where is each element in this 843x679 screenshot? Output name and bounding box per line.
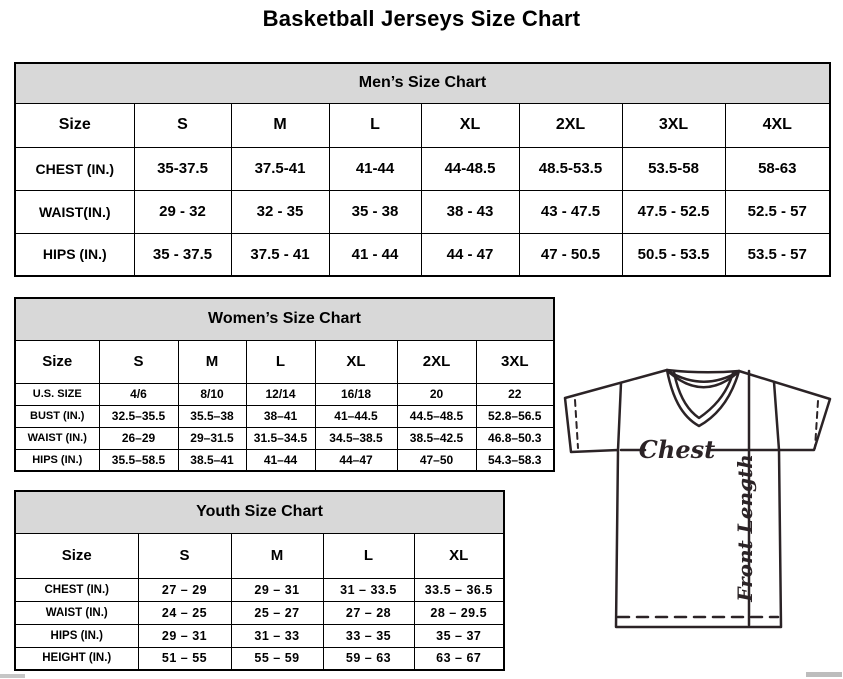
table-cell: 26–29 — [99, 427, 178, 449]
table-cell: 27 – 28 — [323, 601, 414, 624]
table-cell: 38.5–41 — [178, 449, 246, 471]
row-label: HIPS (IN.) — [15, 233, 134, 276]
page-title: Basketball Jerseys Size Chart — [262, 6, 581, 31]
table-cell: 29 – 31 — [138, 624, 231, 647]
table-row — [15, 624, 504, 647]
table-cell: 54.3–58.3 — [476, 449, 554, 471]
table-cell: 35 - 38 — [329, 190, 421, 233]
front-length-label: Front Length — [733, 454, 757, 602]
column-header: Size — [15, 103, 134, 147]
table-cell: 37.5 - 41 — [231, 233, 329, 276]
table-title: Youth Size Chart — [15, 491, 504, 533]
column-header: Size — [15, 533, 138, 578]
row-label: CHEST (IN.) — [15, 147, 134, 190]
table-cell: 41–44.5 — [315, 405, 397, 427]
table-header-row — [15, 533, 504, 578]
table-cell: 22 — [476, 383, 554, 405]
cuff-dash-left — [575, 400, 578, 448]
column-header: S — [134, 103, 231, 147]
table-cell: 34.5–38.5 — [315, 427, 397, 449]
table-cell: 38.5–42.5 — [397, 427, 476, 449]
table-title: Women’s Size Chart — [15, 298, 554, 340]
womens-size-chart-table — [14, 297, 555, 472]
sleeve-seam-right — [774, 382, 779, 450]
jersey-outline — [565, 370, 830, 627]
column-header: Size — [15, 340, 99, 383]
table-cell: 41–44 — [246, 449, 315, 471]
table-cell: 16/18 — [315, 383, 397, 405]
table-cell: 50.5 - 53.5 — [622, 233, 725, 276]
table-row — [15, 601, 504, 624]
table-title-row — [15, 298, 554, 340]
table-row — [15, 647, 504, 670]
table-cell: 51 – 55 — [138, 647, 231, 670]
table-row — [15, 449, 554, 471]
column-header: M — [231, 103, 329, 147]
table-cell: 24 – 25 — [138, 601, 231, 624]
column-header: L — [246, 340, 315, 383]
table-cell: 53.5 - 57 — [725, 233, 830, 276]
column-header: L — [329, 103, 421, 147]
row-label: U.S. SIZE — [15, 383, 99, 405]
table-cell: 63 – 67 — [414, 647, 504, 670]
table-row — [15, 147, 830, 190]
column-header: XL — [421, 103, 519, 147]
sleeve-seam-left — [618, 383, 621, 450]
table-cell: 52.5 - 57 — [725, 190, 830, 233]
table-cell: 58-63 — [725, 147, 830, 190]
row-label: HIPS (IN.) — [15, 449, 99, 471]
column-header: L — [323, 533, 414, 578]
table-cell: 44.5–48.5 — [397, 405, 476, 427]
table-cell: 33 – 35 — [323, 624, 414, 647]
table-cell: 31 – 33 — [231, 624, 323, 647]
mens-size-chart-table — [14, 62, 831, 277]
row-label: WAIST (IN.) — [15, 601, 138, 624]
table-title-row — [15, 63, 830, 103]
table-cell: 55 – 59 — [231, 647, 323, 670]
scrollbar-fragment-right — [806, 672, 842, 677]
table-cell: 44–47 — [315, 449, 397, 471]
table-cell: 4/6 — [99, 383, 178, 405]
table-cell: 43 - 47.5 — [519, 190, 622, 233]
row-label: CHEST (IN.) — [15, 578, 138, 601]
table-cell: 41 - 44 — [329, 233, 421, 276]
column-header: XL — [315, 340, 397, 383]
table-cell: 27 – 29 — [138, 578, 231, 601]
table-cell: 8/10 — [178, 383, 246, 405]
jersey-measurement-diagram — [555, 355, 843, 665]
row-label: BUST (IN.) — [15, 405, 99, 427]
column-header: M — [178, 340, 246, 383]
table-header-row — [15, 340, 554, 383]
table-cell: 44-48.5 — [421, 147, 519, 190]
table-cell: 47 - 50.5 — [519, 233, 622, 276]
table-row — [15, 383, 554, 405]
table-row — [15, 578, 504, 601]
column-header: 3XL — [622, 103, 725, 147]
scrollbar-fragment-left — [0, 674, 25, 678]
row-label: HEIGHT (IN.) — [15, 647, 138, 670]
table-cell: 29–31.5 — [178, 427, 246, 449]
table-row — [15, 427, 554, 449]
table-header-row — [15, 103, 830, 147]
table-cell: 52.8–56.5 — [476, 405, 554, 427]
table-row — [15, 233, 830, 276]
column-header: 3XL — [476, 340, 554, 383]
table-cell: 37.5-41 — [231, 147, 329, 190]
table-cell: 32 - 35 — [231, 190, 329, 233]
table-cell: 29 - 32 — [134, 190, 231, 233]
table-cell: 31.5–34.5 — [246, 427, 315, 449]
table-row — [15, 405, 554, 427]
table-cell: 35-37.5 — [134, 147, 231, 190]
table-cell: 38 - 43 — [421, 190, 519, 233]
table-cell: 35.5–58.5 — [99, 449, 178, 471]
table-cell: 48.5-53.5 — [519, 147, 622, 190]
table-cell: 38–41 — [246, 405, 315, 427]
youth-size-chart-table — [14, 490, 505, 671]
table-row — [15, 190, 830, 233]
table-cell: 20 — [397, 383, 476, 405]
column-header: 4XL — [725, 103, 830, 147]
row-label: HIPS (IN.) — [15, 624, 138, 647]
table-cell: 29 – 31 — [231, 578, 323, 601]
table-cell: 35 – 37 — [414, 624, 504, 647]
row-label: WAIST (IN.) — [15, 427, 99, 449]
column-header: 2XL — [519, 103, 622, 147]
table-cell: 28 – 29.5 — [414, 601, 504, 624]
column-header: XL — [414, 533, 504, 578]
column-header: S — [138, 533, 231, 578]
collar-back-arc-inner — [670, 373, 736, 387]
table-cell: 44 - 47 — [421, 233, 519, 276]
table-cell: 46.8–50.3 — [476, 427, 554, 449]
table-cell: 35.5–38 — [178, 405, 246, 427]
table-cell: 47–50 — [397, 449, 476, 471]
table-cell: 47.5 - 52.5 — [622, 190, 725, 233]
column-header: M — [231, 533, 323, 578]
table-cell: 12/14 — [246, 383, 315, 405]
table-title-row — [15, 491, 504, 533]
collar-top-edge — [667, 370, 739, 372]
table-cell: 53.5-58 — [622, 147, 725, 190]
table-cell: 33.5 – 36.5 — [414, 578, 504, 601]
table-cell: 25 – 27 — [231, 601, 323, 624]
row-label: WAIST(IN.) — [15, 190, 134, 233]
table-cell: 59 – 63 — [323, 647, 414, 670]
chest-label: Chest — [638, 435, 716, 464]
table-cell: 32.5–35.5 — [99, 405, 178, 427]
table-cell: 41-44 — [329, 147, 421, 190]
table-cell: 35 - 37.5 — [134, 233, 231, 276]
column-header: S — [99, 340, 178, 383]
table-title: Men’s Size Chart — [15, 63, 830, 103]
table-cell: 31 – 33.5 — [323, 578, 414, 601]
column-header: 2XL — [397, 340, 476, 383]
